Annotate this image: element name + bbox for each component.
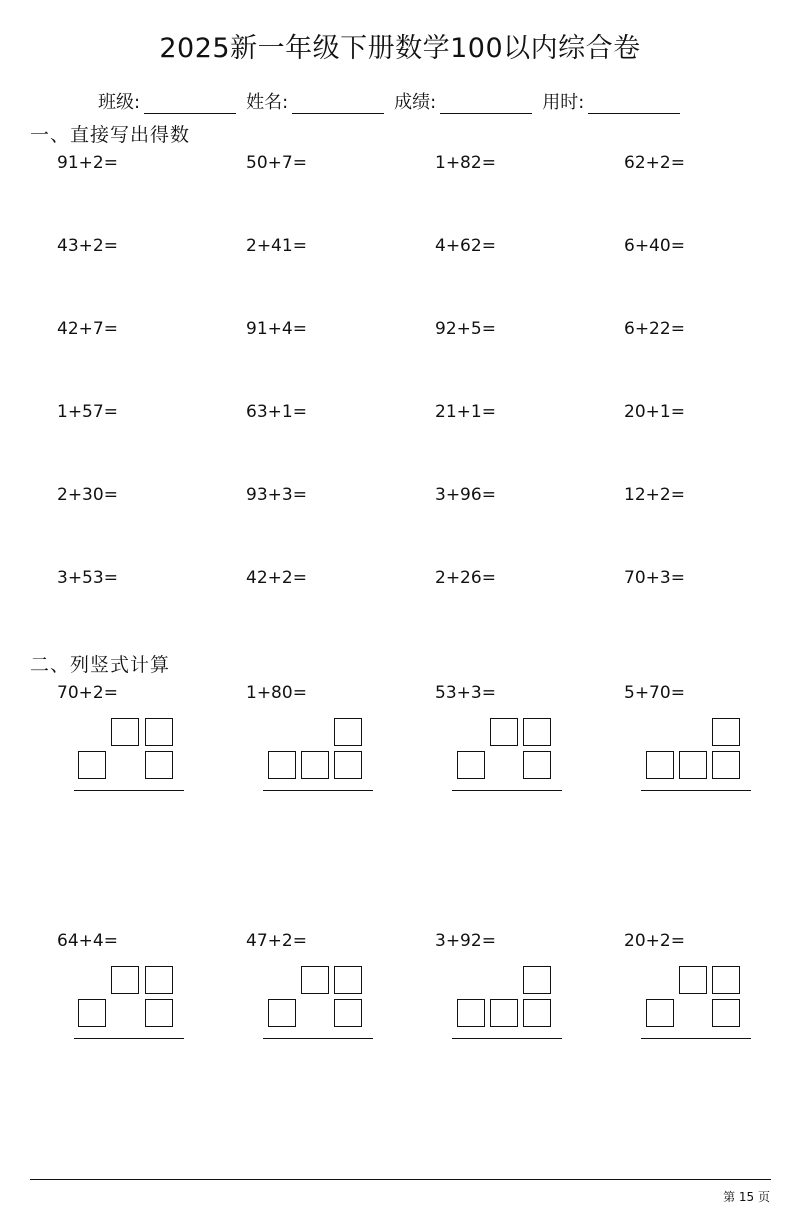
calc-problem: 3+53= [57, 568, 118, 588]
section-title-vertical-calc: 二、列竖式计算 [30, 654, 171, 676]
sum-line [452, 1038, 562, 1039]
calc-problem: 2+41= [246, 236, 307, 256]
calc-problem: 6+22= [624, 319, 685, 339]
info-field-score [394, 88, 532, 114]
vertical-problem: 5+70= [624, 683, 685, 703]
digit-box[interactable] [523, 718, 551, 746]
digit-box[interactable] [145, 751, 173, 779]
calc-problem: 2+26= [435, 568, 496, 588]
calc-problem: 92+5= [435, 319, 496, 339]
digit-box[interactable] [145, 999, 173, 1027]
footer-divider [30, 1179, 771, 1180]
info-label: 班级: [98, 92, 141, 113]
digit-box[interactable] [646, 999, 674, 1027]
digit-box[interactable] [78, 999, 106, 1027]
sum-line [263, 790, 373, 791]
answer-blank[interactable] [440, 95, 532, 114]
digit-box[interactable] [490, 718, 518, 746]
calc-problem: 3+96= [435, 485, 496, 505]
calc-problem: 1+82= [435, 153, 496, 173]
calc-problem: 50+7= [246, 153, 307, 173]
calc-problem: 6+40= [624, 236, 685, 256]
calc-problem: 91+2= [57, 153, 118, 173]
digit-box[interactable] [334, 718, 362, 746]
info-label: 成绩: [394, 92, 437, 113]
calc-problem: 4+62= [435, 236, 496, 256]
answer-blank[interactable] [292, 95, 384, 114]
vertical-problem: 70+2= [57, 683, 118, 703]
vertical-problem: 53+3= [435, 683, 496, 703]
page-number: 第 15 页 [723, 1190, 770, 1204]
digit-box[interactable] [268, 999, 296, 1027]
sum-line [641, 790, 751, 791]
digit-box[interactable] [712, 718, 740, 746]
info-label: 姓名: [246, 92, 289, 113]
vertical-problem: 47+2= [246, 931, 307, 951]
section-title-direct-calc: 一、直接写出得数 [30, 124, 191, 146]
digit-box[interactable] [712, 751, 740, 779]
digit-box[interactable] [145, 966, 173, 994]
info-label: 用时: [542, 92, 585, 113]
calc-problem: 93+3= [246, 485, 307, 505]
digit-box[interactable] [490, 999, 518, 1027]
answer-blank[interactable] [144, 95, 236, 114]
calc-problem: 21+1= [435, 402, 496, 422]
digit-box[interactable] [78, 751, 106, 779]
digit-box[interactable] [646, 751, 674, 779]
vertical-problem: 1+80= [246, 683, 307, 703]
digit-box[interactable] [523, 999, 551, 1027]
digit-box[interactable] [301, 751, 329, 779]
calc-problem: 43+2= [57, 236, 118, 256]
calc-problem: 42+2= [246, 568, 307, 588]
sum-line [74, 1038, 184, 1039]
digit-box[interactable] [111, 966, 139, 994]
student-info-row [98, 88, 690, 114]
digit-box[interactable] [334, 999, 362, 1027]
sum-line [263, 1038, 373, 1039]
info-field-name [246, 88, 384, 114]
digit-box[interactable] [334, 966, 362, 994]
calc-problem: 91+4= [246, 319, 307, 339]
digit-box[interactable] [145, 718, 173, 746]
info-field-class [98, 88, 236, 114]
digit-box[interactable] [457, 751, 485, 779]
sum-line [641, 1038, 751, 1039]
calc-problem: 70+3= [624, 568, 685, 588]
digit-box[interactable] [712, 966, 740, 994]
digit-box[interactable] [334, 751, 362, 779]
digit-box[interactable] [679, 966, 707, 994]
page-title: 2025新一年级下册数学100以内综合卷 [159, 33, 641, 64]
calc-problem: 12+2= [624, 485, 685, 505]
digit-box[interactable] [457, 999, 485, 1027]
sum-line [74, 790, 184, 791]
vertical-problem: 3+92= [435, 931, 496, 951]
digit-box[interactable] [111, 718, 139, 746]
calc-problem: 62+2= [624, 153, 685, 173]
calc-problem: 2+30= [57, 485, 118, 505]
info-field-time [542, 88, 680, 114]
digit-box[interactable] [301, 966, 329, 994]
vertical-problem: 20+2= [624, 931, 685, 951]
digit-box[interactable] [712, 999, 740, 1027]
calc-problem: 63+1= [246, 402, 307, 422]
digit-box[interactable] [268, 751, 296, 779]
calc-problem: 42+7= [57, 319, 118, 339]
digit-box[interactable] [679, 751, 707, 779]
sum-line [452, 790, 562, 791]
calc-problem: 1+57= [57, 402, 118, 422]
digit-box[interactable] [523, 966, 551, 994]
answer-blank[interactable] [588, 95, 680, 114]
digit-box[interactable] [523, 751, 551, 779]
vertical-problem: 64+4= [57, 931, 118, 951]
calc-problem: 20+1= [624, 402, 685, 422]
